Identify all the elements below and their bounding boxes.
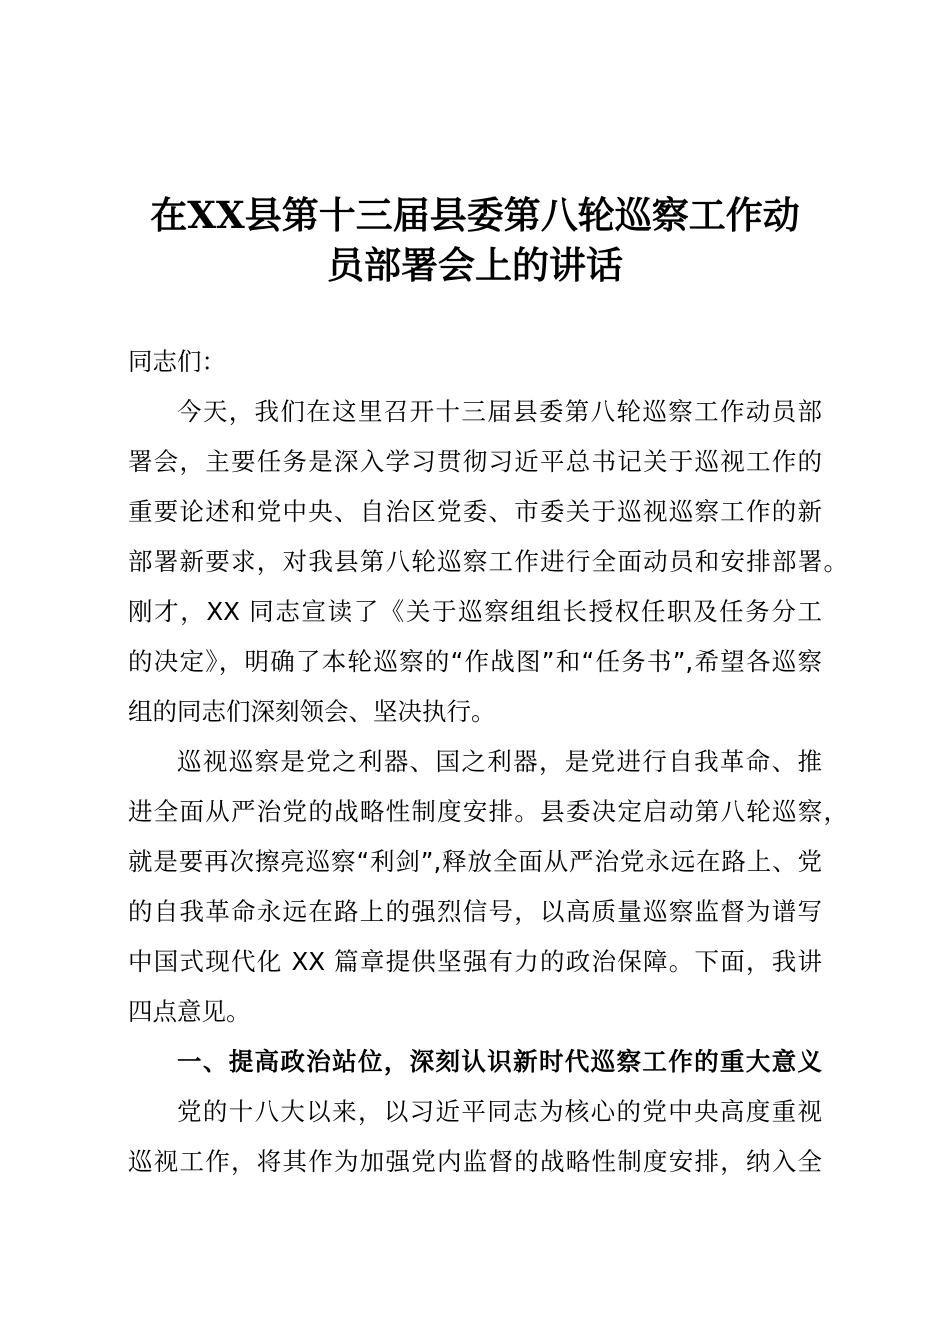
paragraph-2-line: 四点意见。 bbox=[128, 997, 251, 1026]
paragraph-2-line: 的自我革命永远在路上的强烈信号，以高质量巡察监督为谱写 bbox=[128, 897, 822, 926]
document-title-line-2: 员部署会上的讲话 bbox=[327, 243, 623, 287]
paragraph-3-line: 党的十八大以来，以习近平同志为核心的党中央高度重视 bbox=[177, 1097, 822, 1126]
document-body bbox=[128, 337, 848, 1187]
paragraph-1-line: 署会，主要任务是深入学习贯彻习近平总书记关于巡视工作的 bbox=[128, 447, 822, 476]
document-title-line-1: 在XX县第十三届县委第八轮巡察工作动 bbox=[150, 193, 800, 237]
paragraph-1-line: 组的同志们深刻领会、坚决执行。 bbox=[128, 697, 496, 726]
paragraph-2-line: 巡视巡察是党之利器、国之利器，是党进行自我革命、推 bbox=[177, 747, 822, 776]
paragraph-1-line: 今天，我们在这里召开十三届县委第八轮巡察工作动员部 bbox=[177, 397, 822, 426]
paragraph-1-line: 重要论述和党中央、自治区党委、市委关于巡视巡察工作的新 bbox=[128, 497, 822, 526]
paragraph-2-line: 中国式现代化 XX 篇章提供坚强有力的政治保障。下面，我讲 bbox=[128, 947, 822, 976]
paragraph-3-line: 巡视工作，将其作为加强党内监督的战略性制度安排，纳入全 bbox=[128, 1147, 822, 1176]
section-heading-1: 一、提高政治站位，深刻认识新时代巡察工作的重大意义 bbox=[177, 1047, 822, 1076]
paragraph-2-line: 就是要再次擦亮巡察“利剑”,释放全面从严治党永远在路上、党 bbox=[128, 847, 822, 876]
paragraph-2-line: 进全面从严治党的战略性制度安排。县委决定启动第八轮巡察， bbox=[128, 797, 848, 826]
paragraph-1-line: 刚才，XX 同志宣读了《关于巡察组组长授权任职及任务分工 bbox=[128, 597, 822, 626]
salutation: 同志们： bbox=[128, 347, 226, 376]
paragraph-1-line: 的决定》，明确了本轮巡察的“作战图”和“任务书”,希望各巡察 bbox=[128, 647, 822, 676]
paragraph-1-line: 部署新要求，对我县第八轮巡察工作进行全面动员和安排部署。 bbox=[128, 547, 848, 576]
